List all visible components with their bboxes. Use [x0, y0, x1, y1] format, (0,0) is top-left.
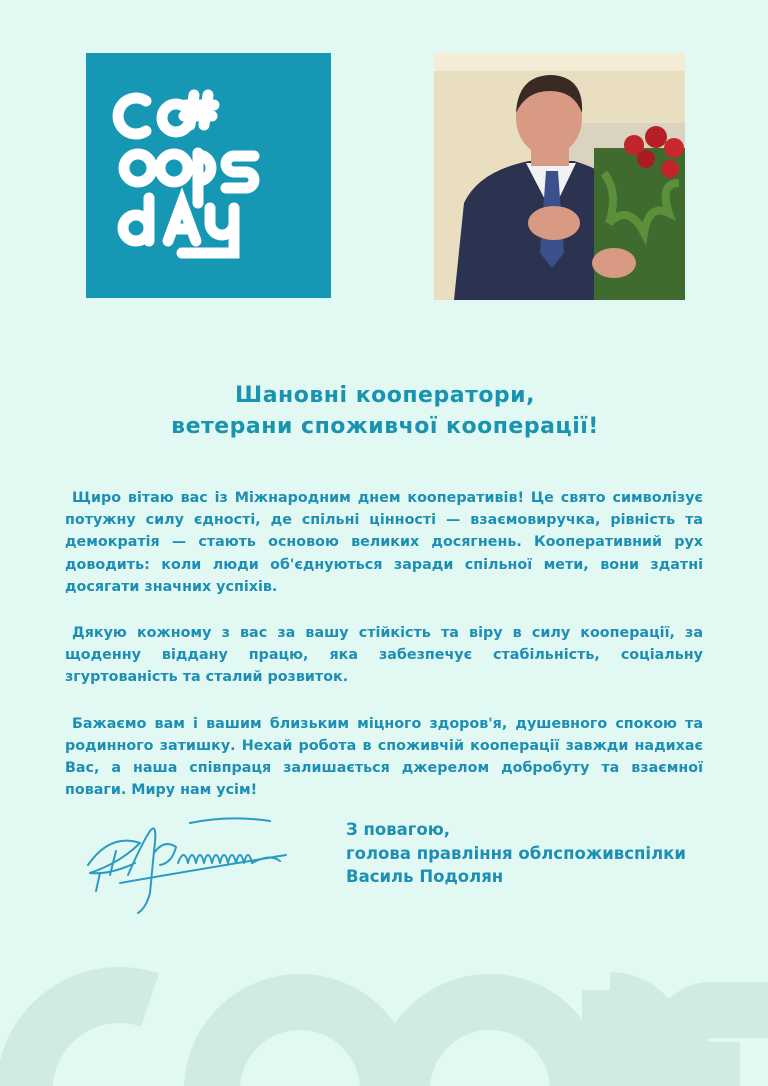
signature-graphic — [80, 803, 300, 918]
paragraph-3: Бажаємо вам і вашим близьким міцного здоров'я, душевного спокою та родинного затишку. Нехай робота в споживчій кооперації завжди надихає Вас, а наша співпраця залишається джерелом добробуту та взаємної поваги. Миру нам усім! — [65, 715, 703, 799]
portrait-photo — [434, 53, 685, 300]
portrait-photo-graphic — [434, 53, 685, 300]
heading-line-1: Шановні кооператори, — [235, 383, 535, 408]
signer-position: голова правління облспоживспілки — [346, 843, 686, 863]
greeting-heading — [120, 380, 650, 442]
coopsday-logo — [86, 53, 331, 298]
signer-name: Василь Подолян — [346, 867, 504, 886]
closing-line: З повагою, — [346, 820, 451, 839]
paragraph-1: Щиро вітаю вас із Міжнародним днем кооперативів! Це свято символізує потужну силу єдності, де спільні цінності — взаємовиручка, рівність та демократія — стають основою великих досягнень. Кооперативний рух доводить: коли люди об'єднуються заради спільної мети, вони здатні досягати значних успіхів. — [65, 490, 703, 595]
watermark-graphic — [0, 950, 768, 1086]
coopsday-logo-graphic — [86, 53, 331, 298]
heading-line-2: ветерани споживчої кооперації! — [171, 414, 599, 439]
signature-block — [346, 818, 686, 889]
coops-watermark — [0, 950, 768, 1086]
handwritten-signature — [80, 803, 300, 918]
paragraph-2: Дякую кожному з вас за вашу стійкість та віру в силу кооперації, за щоденну віддану працю, яка забезпечує стабільність, соціальну згуртованість та сталий розвиток. — [65, 625, 703, 686]
letter-body — [65, 487, 703, 825]
